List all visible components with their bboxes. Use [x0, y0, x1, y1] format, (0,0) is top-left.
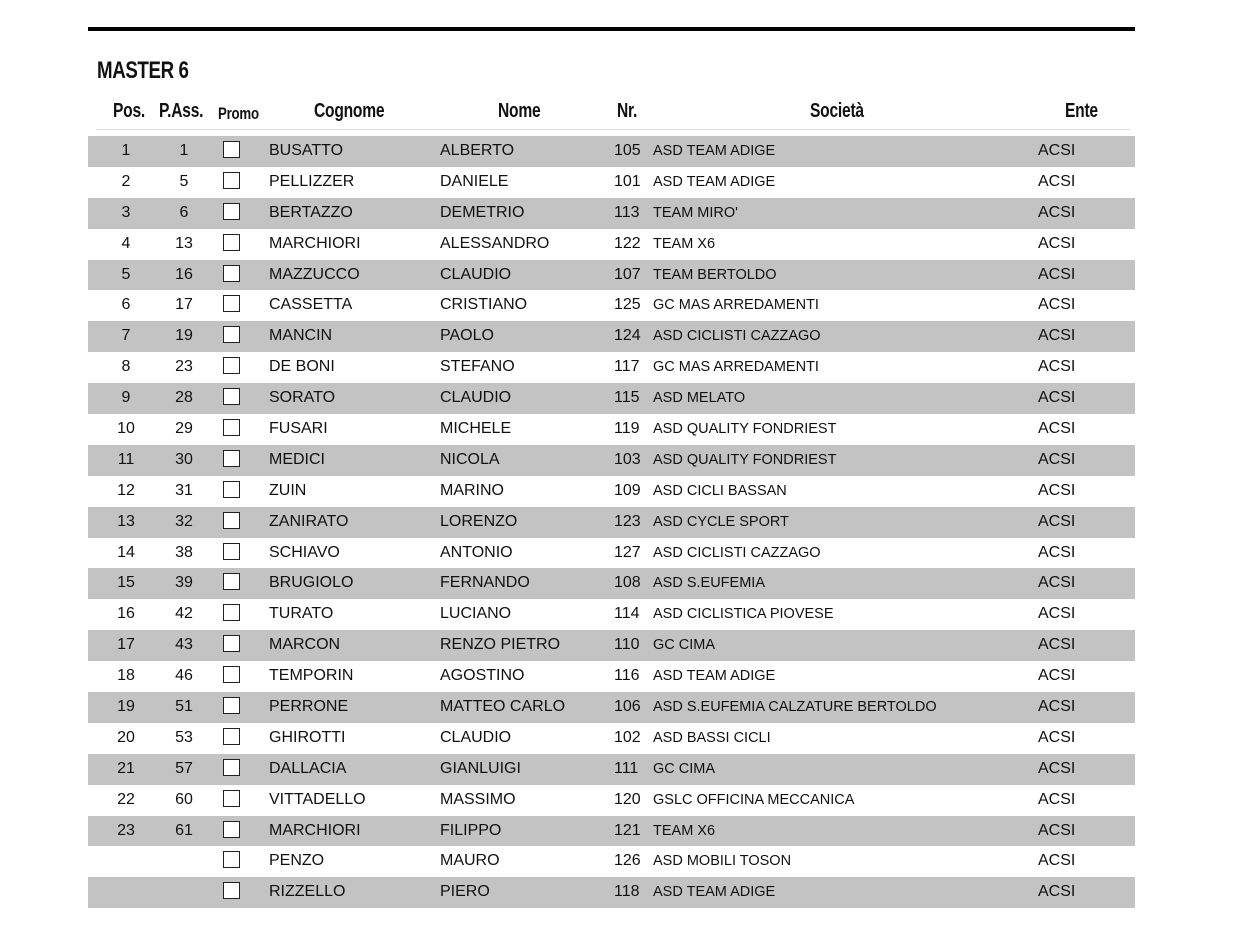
table-row	[88, 507, 1135, 538]
table-row	[88, 476, 1135, 507]
nr-cell: 111	[614, 759, 639, 777]
societa-cell: ASD MOBILI TOSON	[653, 853, 792, 870]
societa-cell: ASD CYCLE SPORT	[653, 513, 789, 530]
pos-cell: 21	[117, 759, 135, 777]
table-row	[88, 445, 1135, 476]
societa-cell: ASD TEAM ADIGE	[653, 173, 776, 190]
table-row	[88, 723, 1135, 754]
promo-checkbox[interactable]	[223, 203, 240, 220]
header-ente: Ente	[1065, 100, 1098, 122]
promo-checkbox[interactable]	[223, 295, 240, 312]
nome-cell: STEFANO	[440, 358, 515, 376]
header-nome: Nome	[498, 100, 541, 122]
table-row	[88, 816, 1135, 847]
pass-cell: 16	[175, 265, 193, 283]
nome-cell: MARINO	[440, 481, 504, 499]
promo-checkbox[interactable]	[223, 141, 240, 158]
table-row	[88, 260, 1135, 291]
nome-cell: LORENZO	[440, 512, 518, 530]
pos-cell: 12	[117, 481, 135, 499]
ente-cell: ACSI	[1038, 821, 1076, 839]
header-societa: Società	[810, 100, 864, 122]
cognome-cell: MAZZUCCO	[269, 265, 360, 283]
table-row	[88, 383, 1135, 414]
table-row	[88, 136, 1135, 167]
nome-cell: ALBERTO	[440, 142, 515, 159]
promo-checkbox[interactable]	[223, 882, 240, 899]
nome-cell: LUCIANO	[440, 605, 512, 623]
pass-cell: 57	[175, 759, 193, 777]
nr-cell: 114	[614, 605, 640, 623]
pass-cell: 17	[175, 296, 193, 314]
nome-cell: DANIELE	[440, 172, 509, 190]
table-row	[88, 290, 1135, 321]
header-cognome: Cognome	[314, 100, 385, 122]
ente-cell: ACSI	[1038, 574, 1076, 592]
cognome-cell: PELLIZZER	[269, 172, 355, 190]
nome-cell: FILIPPO	[440, 821, 502, 839]
promo-checkbox[interactable]	[223, 265, 240, 282]
nr-cell: 116	[614, 667, 640, 685]
promo-checkbox[interactable]	[223, 728, 240, 745]
pos-cell: 23	[117, 821, 135, 839]
societa-cell: TEAM X6	[653, 822, 716, 839]
results-table	[88, 136, 1135, 908]
ente-cell: ACSI	[1038, 296, 1076, 314]
pass-cell: 19	[175, 327, 193, 345]
societa-cell: ASD CICLISTICA PIOVESE	[653, 606, 834, 623]
pos-cell: 14	[117, 543, 135, 561]
promo-checkbox[interactable]	[223, 234, 240, 251]
table-row	[88, 229, 1135, 260]
table-row	[88, 877, 1135, 908]
pass-cell: 60	[175, 790, 193, 808]
promo-checkbox[interactable]	[223, 790, 240, 807]
pass-cell: 42	[175, 605, 193, 623]
pass-cell: 39	[175, 574, 193, 592]
pos-cell: 18	[117, 667, 135, 685]
pass-cell: 31	[175, 481, 193, 499]
ente-cell: ACSI	[1038, 234, 1076, 252]
cognome-cell: MANCIN	[269, 327, 333, 345]
table-row	[88, 167, 1135, 198]
pass-cell: 29	[175, 420, 193, 438]
pass-cell: 30	[175, 450, 193, 468]
promo-checkbox[interactable]	[223, 326, 240, 343]
nome-cell: GIANLUIGI	[440, 759, 521, 777]
ente-cell: ACSI	[1038, 759, 1076, 777]
cognome-cell: BERTAZZO	[269, 203, 353, 221]
societa-cell: ASD TEAM ADIGE	[653, 143, 776, 159]
pass-cell: 61	[175, 821, 193, 839]
promo-checkbox[interactable]	[223, 573, 240, 590]
nr-cell: 117	[614, 358, 640, 376]
promo-checkbox[interactable]	[223, 481, 240, 498]
societa-cell: TEAM X6	[653, 235, 716, 252]
pass-cell: 28	[175, 389, 193, 407]
cognome-cell: MEDICI	[269, 450, 325, 468]
societa-cell: GSLC OFFICINA MECCANICA	[653, 791, 855, 808]
cognome-cell: TURATO	[269, 605, 334, 623]
ente-cell: ACSI	[1038, 512, 1076, 530]
ente-cell: ACSI	[1038, 172, 1076, 190]
nome-cell: DEMETRIO	[440, 203, 525, 221]
ente-cell: ACSI	[1038, 790, 1076, 808]
pos-cell: 6	[121, 296, 131, 314]
promo-checkbox[interactable]	[223, 388, 240, 405]
nome-cell: CRISTIANO	[440, 296, 528, 314]
nr-cell: 122	[614, 234, 641, 252]
pos-cell: 10	[117, 420, 135, 438]
cognome-cell: SCHIAVO	[269, 543, 340, 561]
societa-cell: GC CIMA	[653, 760, 716, 777]
nome-cell: CLAUDIO	[440, 389, 512, 407]
cognome-cell: ZANIRATO	[269, 512, 349, 530]
nome-cell: PIERO	[440, 883, 490, 901]
societa-cell: GC MAS ARREDAMENTI	[653, 359, 819, 376]
cognome-cell: DALLACIA	[269, 759, 347, 777]
nr-cell: 109	[614, 481, 641, 499]
pass-cell: 6	[179, 203, 189, 221]
promo-checkbox[interactable]	[223, 419, 240, 436]
promo-checkbox[interactable]	[223, 759, 240, 776]
promo-checkbox[interactable]	[223, 543, 240, 560]
ente-cell: ACSI	[1038, 883, 1076, 901]
nr-cell: 106	[614, 698, 641, 716]
nr-cell: 120	[614, 790, 641, 808]
nr-cell: 107	[614, 265, 641, 283]
societa-cell: GC MAS ARREDAMENTI	[653, 297, 819, 314]
pass-cell: 43	[175, 636, 193, 654]
pass-cell: 1	[179, 142, 189, 159]
pass-cell: 46	[175, 667, 193, 685]
header-nr: Nr.	[617, 100, 638, 122]
nome-cell: ANTONIO	[440, 543, 513, 561]
header-divider	[96, 129, 1130, 130]
pass-cell: 23	[175, 358, 193, 376]
cognome-cell: TEMPORIN	[269, 667, 354, 685]
ente-cell: ACSI	[1038, 852, 1076, 870]
table-row	[88, 352, 1135, 383]
societa-cell: GC CIMA	[653, 637, 716, 654]
promo-checkbox[interactable]	[223, 666, 240, 683]
nr-cell: 110	[614, 636, 640, 654]
nr-cell: 115	[614, 389, 640, 407]
table-row	[88, 846, 1135, 877]
top-rule	[88, 27, 1135, 31]
promo-checkbox[interactable]	[223, 450, 240, 467]
nome-cell: AGOSTINO	[440, 667, 525, 685]
cognome-cell: ZUIN	[269, 481, 307, 499]
cognome-cell: MARCHIORI	[269, 234, 361, 252]
societa-cell: ASD S.EUFEMIA CALZATURE BERTOLDO	[653, 699, 937, 716]
pass-cell: 5	[179, 172, 189, 190]
nr-cell: 118	[614, 883, 640, 901]
table-row	[88, 785, 1135, 816]
table-row	[88, 414, 1135, 445]
nome-cell: ALESSANDRO	[440, 234, 550, 252]
nome-cell: MATTEO CARLO	[440, 698, 566, 716]
nome-cell: CLAUDIO	[440, 265, 512, 283]
pass-cell: 13	[175, 234, 193, 252]
header-promo: Promo	[218, 104, 259, 123]
promo-checkbox[interactable]	[223, 357, 240, 374]
section-title: MASTER 6	[97, 57, 189, 84]
table-row	[88, 198, 1135, 229]
ente-cell: ACSI	[1038, 389, 1076, 407]
pos-cell: 5	[121, 265, 131, 283]
ente-cell: ACSI	[1038, 728, 1076, 746]
nr-cell: 101	[614, 172, 641, 190]
pos-cell: 22	[117, 790, 135, 808]
promo-checkbox[interactable]	[223, 604, 240, 621]
nr-cell: 125	[614, 296, 641, 314]
pos-cell: 3	[121, 203, 131, 221]
pos-cell: 9	[121, 389, 131, 407]
cognome-cell: CASSETTA	[269, 296, 353, 314]
header-pass: P.Ass.	[159, 100, 204, 122]
nome-cell: RENZO PIETRO	[440, 636, 561, 654]
nr-cell: 119	[614, 420, 640, 438]
nome-cell: MICHELE	[440, 420, 512, 438]
ente-cell: ACSI	[1038, 543, 1076, 561]
nr-cell: 105	[614, 142, 641, 159]
cognome-cell: VITTADELLO	[269, 790, 366, 808]
pos-cell: 8	[121, 358, 131, 376]
cognome-cell: RIZZELLO	[269, 883, 346, 901]
societa-cell: ASD TEAM ADIGE	[653, 668, 776, 685]
societa-cell: TEAM BERTOLDO	[653, 266, 777, 283]
nome-cell: PAOLO	[440, 327, 494, 345]
societa-cell: ASD CICLISTI CAZZAGO	[653, 544, 821, 561]
nr-cell: 124	[614, 327, 641, 345]
promo-checkbox[interactable]	[223, 821, 240, 838]
table-row	[88, 630, 1135, 661]
pos-cell: 4	[121, 234, 131, 252]
nome-cell: NICOLA	[440, 450, 500, 468]
nome-cell: CLAUDIO	[440, 728, 512, 746]
pos-cell: 1	[121, 142, 131, 159]
pos-cell: 20	[117, 728, 135, 746]
ente-cell: ACSI	[1038, 265, 1076, 283]
cognome-cell: MARCHIORI	[269, 821, 361, 839]
nr-cell: 123	[614, 512, 641, 530]
cognome-cell: PENZO	[269, 852, 325, 870]
pos-cell: 19	[117, 698, 135, 716]
societa-cell: ASD QUALITY FONDRIEST	[653, 421, 837, 438]
table-header	[88, 96, 1135, 128]
table-row	[88, 321, 1135, 352]
nr-cell: 108	[614, 574, 641, 592]
promo-checkbox[interactable]	[223, 697, 240, 714]
nr-cell: 126	[614, 852, 641, 870]
ente-cell: ACSI	[1038, 636, 1076, 654]
pass-cell: 51	[175, 698, 193, 716]
promo-checkbox[interactable]	[223, 512, 240, 529]
nr-cell: 121	[614, 821, 641, 839]
cognome-cell: FUSARI	[269, 420, 328, 438]
cognome-cell: PERRONE	[269, 698, 349, 716]
ente-cell: ACSI	[1038, 327, 1076, 345]
promo-checkbox[interactable]	[223, 635, 240, 652]
table-row	[88, 568, 1135, 599]
promo-checkbox[interactable]	[223, 172, 240, 189]
ente-cell: ACSI	[1038, 450, 1076, 468]
societa-cell: ASD TEAM ADIGE	[653, 884, 776, 901]
cognome-cell: SORATO	[269, 389, 336, 407]
societa-cell: ASD CICLI BASSAN	[653, 482, 787, 499]
ente-cell: ACSI	[1038, 481, 1076, 499]
pass-cell: 53	[175, 728, 193, 746]
nome-cell: MAURO	[440, 852, 500, 870]
cognome-cell: GHIROTTI	[269, 728, 346, 746]
table-row	[88, 754, 1135, 785]
ente-cell: ACSI	[1038, 667, 1076, 685]
pos-cell: 15	[117, 574, 135, 592]
nome-cell: MASSIMO	[440, 790, 516, 808]
ente-cell: ACSI	[1038, 420, 1076, 438]
ente-cell: ACSI	[1038, 605, 1076, 623]
nr-cell: 113	[614, 203, 640, 221]
pos-cell: 17	[117, 636, 135, 654]
cognome-cell: BUSATTO	[269, 142, 344, 159]
societa-cell: TEAM MIRO'	[653, 204, 738, 221]
pos-cell: 16	[117, 605, 135, 623]
nome-cell: FERNANDO	[440, 574, 530, 592]
cognome-cell: MARCON	[269, 636, 341, 654]
pass-cell: 32	[175, 512, 193, 530]
ente-cell: ACSI	[1038, 358, 1076, 376]
table-row	[88, 692, 1135, 723]
promo-checkbox[interactable]	[223, 851, 240, 868]
pos-cell: 13	[117, 512, 135, 530]
pos-cell: 7	[121, 327, 131, 345]
table-row	[88, 599, 1135, 630]
table-row	[88, 538, 1135, 569]
cognome-cell: DE BONI	[269, 358, 335, 376]
cognome-cell: BRUGIOLO	[269, 574, 354, 592]
societa-cell: ASD CICLISTI CAZZAGO	[653, 328, 821, 345]
societa-cell: ASD S.EUFEMIA	[653, 575, 765, 592]
table-row	[88, 661, 1135, 692]
ente-cell: ACSI	[1038, 203, 1076, 221]
pass-cell: 38	[175, 543, 193, 561]
nr-cell: 103	[614, 450, 641, 468]
pos-cell: 11	[117, 450, 135, 468]
nr-cell: 127	[614, 543, 641, 561]
societa-cell: ASD QUALITY FONDRIEST	[653, 451, 837, 468]
pos-cell: 2	[121, 172, 131, 190]
societa-cell: ASD MELATO	[653, 390, 746, 407]
nr-cell: 102	[614, 728, 641, 746]
societa-cell: ASD BASSI CICLI	[653, 729, 771, 746]
header-pos: Pos.	[113, 100, 146, 122]
ente-cell: ACSI	[1038, 142, 1076, 159]
ente-cell: ACSI	[1038, 698, 1076, 716]
